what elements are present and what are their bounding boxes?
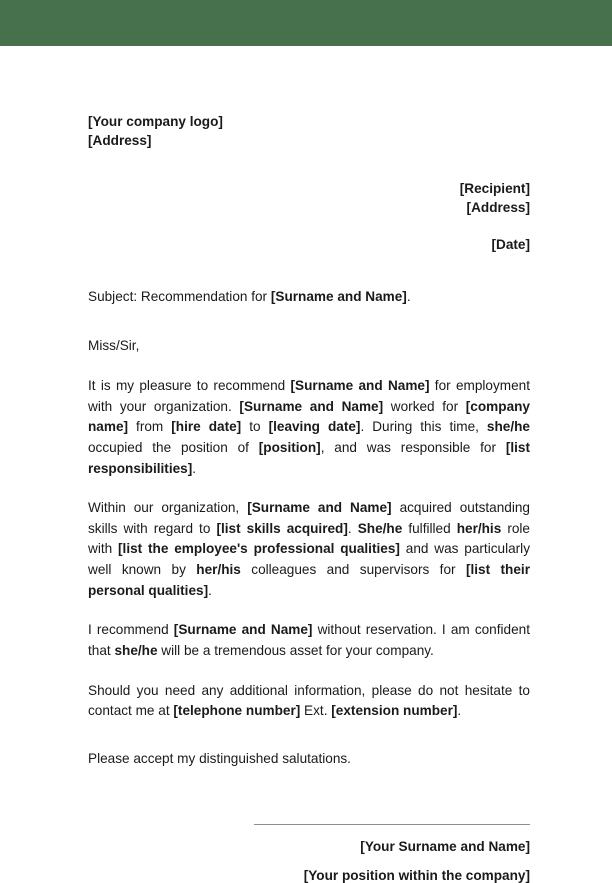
sender-block bbox=[88, 112, 530, 151]
p3-s1: I recommend bbox=[88, 622, 174, 638]
p2-s5: . bbox=[347, 520, 358, 536]
p1-s15: , and was responsible for bbox=[320, 439, 506, 455]
p2-s9: role with bbox=[88, 520, 530, 557]
p1-s8: [hire date] bbox=[171, 419, 242, 435]
letter-content bbox=[88, 112, 530, 883]
p2-s4: [list skills acquired] bbox=[216, 520, 348, 536]
signature-position-placeholder: [Your position within the company] bbox=[303, 868, 530, 883]
body-paragraph-2 bbox=[88, 498, 530, 601]
p4-s3: Ext. bbox=[300, 703, 332, 719]
p2-s1: Within our organization, bbox=[88, 500, 248, 516]
p2-s12: her/his bbox=[196, 562, 241, 578]
p1-s11: . During this time, bbox=[360, 419, 487, 435]
p2-s2: [Surname and Name] bbox=[247, 500, 392, 516]
signature-block bbox=[88, 824, 530, 883]
p2-s6: She/he bbox=[357, 520, 403, 536]
p4-s2: [telephone number] bbox=[173, 703, 301, 719]
p1-s10: [leaving date] bbox=[268, 419, 361, 435]
recipient-name-placeholder: [Recipient] bbox=[459, 180, 530, 196]
p1-s17: . bbox=[192, 460, 197, 476]
p2-s3: acquired outstanding skills with regard to bbox=[88, 500, 530, 536]
body-paragraph-3 bbox=[88, 620, 530, 661]
p2-s13: colleagues and supervisors for bbox=[240, 562, 466, 578]
p1-s6: [company name] bbox=[88, 398, 530, 435]
p4-s1: Should you need any additional information, please do not hesitate to contact me at bbox=[88, 682, 530, 719]
signature-name-placeholder: [Your Surname and Name] bbox=[360, 839, 530, 855]
p1-s7: from bbox=[128, 419, 172, 435]
company-logo-placeholder: [Your company logo] bbox=[88, 114, 223, 129]
subject-name-placeholder: [Surname and Name] bbox=[270, 289, 407, 305]
p1-s16: [list responsibilities] bbox=[88, 439, 530, 476]
p1-s5: worked for bbox=[383, 398, 466, 414]
p2-s11: and was particularly well known by bbox=[88, 541, 531, 578]
p1-s12: she/he bbox=[486, 419, 530, 435]
body-paragraph-1 bbox=[88, 376, 530, 479]
top-accent-band bbox=[0, 0, 612, 46]
p3-s3: without reservation. I am confident that bbox=[88, 622, 530, 659]
p3-s4: she/he bbox=[114, 643, 158, 659]
signature-rule bbox=[254, 824, 530, 825]
p2-s8: her/his bbox=[456, 520, 502, 536]
p2-s15: . bbox=[208, 582, 212, 598]
p2-s10: [list the employee's professional qualities] bbox=[118, 541, 400, 557]
p1-s1: It is my pleasure to recommend bbox=[88, 377, 291, 393]
subject-suffix: . bbox=[406, 289, 411, 305]
p1-s14: [position] bbox=[258, 439, 321, 455]
body-paragraph-4 bbox=[88, 681, 530, 722]
p4-s5: . bbox=[457, 703, 462, 719]
sender-address-placeholder: [Address] bbox=[88, 133, 152, 149]
p1-s3: for employment with your organization. bbox=[88, 377, 530, 414]
date-placeholder: [Date] bbox=[491, 237, 530, 253]
subject-line bbox=[88, 287, 530, 307]
closing-line: Please accept my distinguished salutations. bbox=[88, 751, 351, 767]
p1-s13: occupied the position of bbox=[88, 439, 259, 455]
p1-s2: [Surname and Name] bbox=[290, 377, 430, 393]
recipient-block bbox=[88, 179, 530, 218]
subject-prefix: Subject: Recommendation for bbox=[88, 289, 271, 305]
recipient-address-placeholder: [Address] bbox=[466, 199, 530, 215]
p4-s4: [extension number] bbox=[331, 703, 458, 719]
p1-s4: [Surname and Name] bbox=[239, 398, 384, 414]
p2-s14: [list their personal qualities] bbox=[88, 562, 530, 598]
letter-sheet bbox=[0, 46, 612, 883]
p3-s2: [Surname and Name] bbox=[173, 622, 313, 638]
p2-s7: fulfilled bbox=[402, 520, 457, 536]
p1-s9: to bbox=[241, 419, 269, 435]
salutation: Miss/Sir, bbox=[88, 337, 140, 353]
p3-s5: will be a tremendous asset for your company. bbox=[157, 643, 434, 659]
